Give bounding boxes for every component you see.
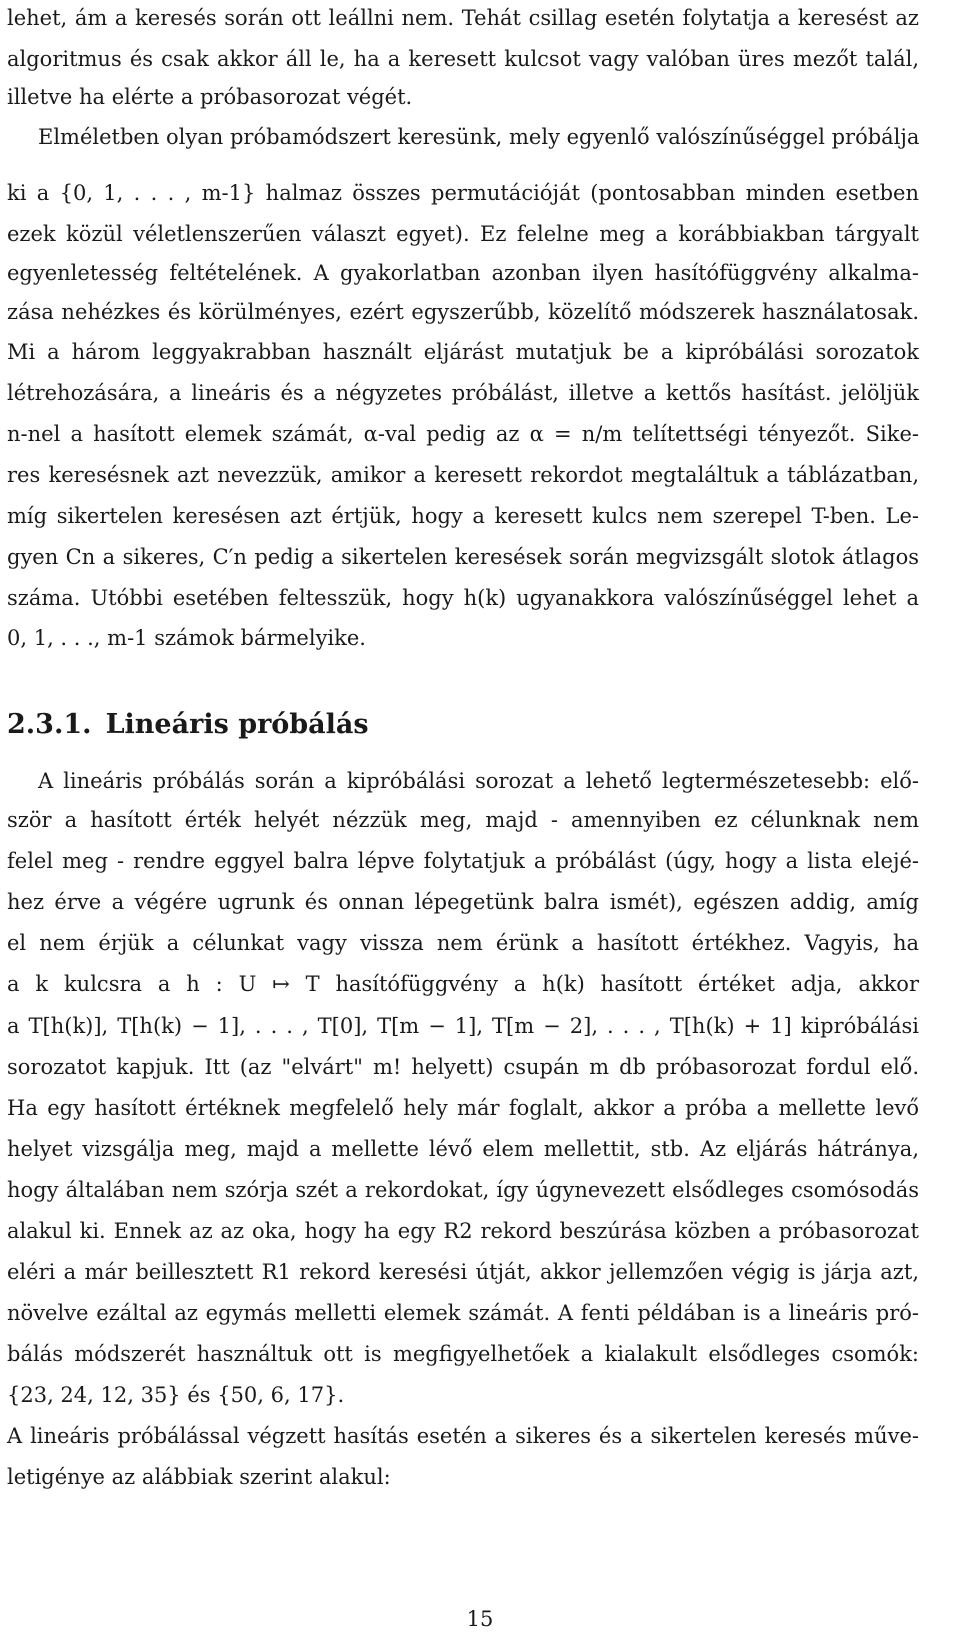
- text-line: algoritmus és csak akkor áll le, ha a keresett kulcsot vagy valóban üres mezőt talál,: [7, 47, 919, 71]
- text-line: hogy általában nem szórja szét a rekordokat, így úgynevezett elsődleges csomósodás: [7, 1178, 919, 1202]
- text-line: helyet vizsgálja meg, majd a mellette lévő elem mellettit, stb. Az eljárás hátránya,: [7, 1137, 919, 1161]
- text-line: res keresésnek azt nevezzük, amikor a keresett rekordot megtaláltuk a táblázatban,: [7, 463, 919, 487]
- text-line: A lineáris próbálás során a kipróbálási sorozat a lehető legtermészetesebb: elő-: [38, 769, 919, 793]
- text-line: bálás módszerét használtuk ott is megfigyelhetőek a kialakult elsődleges csomók:: [7, 1342, 919, 1366]
- text-line: száma. Utóbbi esetében feltesszük, hogy h(k) ugyanakkora valószínűséggel lehet a: [7, 586, 919, 610]
- text-line: egyenletesség feltételének. A gyakorlatban azonban ilyen hasítófüggvény alkalma-: [7, 261, 919, 285]
- text-line: zása nehézkes és körülményes, ezért egyszerűbb, közelítő módszerek használatosak.: [7, 300, 919, 324]
- text-line: 0, 1, . . ., m-1 számok bármelyike.: [7, 626, 366, 650]
- section-number: 2.3.1.: [7, 709, 92, 740]
- text-line: n-nel a hasított elemek számát, α-val pedig az α = n/m telítettségi tényezőt. Sike-: [7, 422, 919, 446]
- text-line: eléri a már beillesztett R1 rekord keresési útját, akkor jellemzően végig is járja azt,: [7, 1260, 919, 1284]
- text-line: növelve ezáltal az egymás melletti elemek számát. A fenti példában is a lineáris pró-: [7, 1301, 919, 1325]
- text-line: ször a hasított érték helyét nézzük meg, majd - amennyiben ez célunknak nem: [7, 808, 919, 832]
- text-line: A lineáris próbálással végzett hasítás esetén a sikeres és a sikertelen keresés műve-: [7, 1424, 919, 1448]
- text-line: Ha egy hasított értéknek megfelelő hely már foglalt, akkor a próba a mellette levő: [7, 1096, 919, 1120]
- text-line: felel meg - rendre eggyel balra lépve folytatjuk a próbálást (úgy, hogy a lista elejé-: [7, 849, 919, 873]
- text-line: Elméletben olyan próbamódszert keresünk, mely egyenlő valószínűséggel próbálja: [38, 125, 920, 149]
- text-line: gyen Cn a sikeres, C′n pedig a sikertelen keresések során megvizsgált slotok átlagos: [7, 545, 919, 569]
- text-line: letigénye az alábbiak szerint alakul:: [7, 1465, 391, 1489]
- text-line: létrehozására, a lineáris és a négyzetes próbálást, illetve a kettős hasítást. jelöljük: [7, 381, 919, 405]
- text-line: míg sikertelen keresésen azt értjük, hogy a keresett kulcs nem szerepel T-ben. Le-: [7, 504, 919, 528]
- section-title: Lineáris próbálás: [105, 709, 369, 740]
- section-heading: [7, 708, 369, 742]
- text-line: a k kulcsra a h : U ↦ T hasítófüggvény a h(k) hasított értéket adja, akkor: [7, 972, 919, 996]
- text-line: ezek közül véletlenszerűen választ egyet). Ez felelne meg a korábbiakban tárgyalt: [7, 222, 919, 246]
- text-line: {23, 24, 12, 35} és {50, 6, 17}.: [7, 1383, 345, 1407]
- text-line: a T[h(k)], T[h(k) − 1], . . . , T[0], T[m − 1], T[m − 2], . . . , T[h(k) + 1] kipróbálási: [7, 1014, 919, 1038]
- text-line: ki a {0, 1, . . . , m-1} halmaz összes permutációját (pontosabban minden esetben: [7, 181, 919, 205]
- text-line: lehet, ám a keresés során ott leállni nem. Tehát csillag esetén folytatja a keresést az: [7, 6, 919, 30]
- page-number: 15: [466, 1607, 494, 1631]
- text-line: sorozatot kapjuk. Itt (az "elvárt" m! helyett) csupán m db próbasorozat fordul elő.: [7, 1055, 919, 1079]
- text-line: Mi a három leggyakrabban használt eljárást mutatjuk be a kipróbálási sorozatok: [7, 340, 919, 364]
- text-line: el nem érjük a célunkat vagy vissza nem érünk a hasított értékhez. Vagyis, ha: [7, 931, 919, 955]
- text-line: illetve ha elérte a próbasorozat végét.: [7, 85, 413, 109]
- text-line: hez érve a végére ugrunk és onnan lépegetünk balra ismét), egészen addig, amíg: [7, 890, 919, 914]
- text-line: alakul ki. Ennek az az oka, hogy ha egy R2 rekord beszúrása közben a próbasorozat: [7, 1219, 919, 1243]
